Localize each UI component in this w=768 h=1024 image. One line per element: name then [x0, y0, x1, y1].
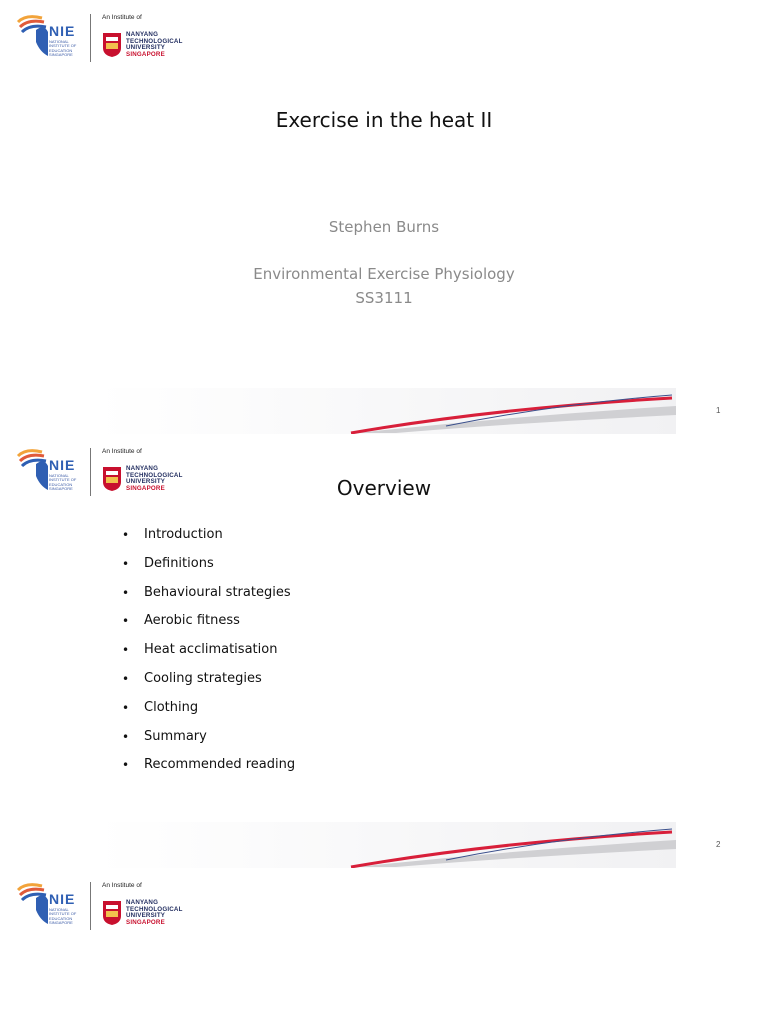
institute-of-label: An Institute of: [102, 448, 142, 455]
bullet-icon: •: [122, 528, 130, 542]
footer-swoosh-icon: [96, 388, 676, 434]
overview-item-label: Summary: [144, 728, 207, 744]
overview-item-label: Clothing: [144, 699, 199, 715]
nie-wordmark: NIE: [49, 891, 76, 907]
overview-item-label: Aerobic fitness: [144, 613, 240, 629]
author-name: Stephen Burns: [328, 218, 440, 236]
overview-item-label: Behavioural strategies: [144, 584, 291, 600]
slide-1: [0, 0, 768, 434]
overview-item-label: Recommended reading: [144, 757, 296, 773]
ntu-wordmark: NANYANG TECHNOLOGICAL UNIVERSITY SINGAPORE: [126, 31, 183, 58]
overview-item: [122, 556, 295, 585]
institute-of-label: An Institute of: [102, 14, 142, 21]
overview-item: [122, 527, 295, 556]
bullet-icon: •: [122, 758, 130, 773]
bullet-icon: •: [122, 614, 130, 629]
slide-title: Overview: [336, 476, 432, 500]
ntu-wordmark: NANYANG TECHNOLOGICAL UNIVERSITY SINGAPORE: [126, 465, 183, 492]
overview-item: [122, 671, 295, 700]
nie-subtext: NATIONAL INSTITUTE OF EDUCATION SINGAPORE: [49, 907, 77, 925]
logo-header: [14, 12, 214, 64]
bullet-icon: •: [122, 700, 130, 715]
overview-item: [122, 642, 295, 671]
course-name: Environmental Exercise Physiology: [253, 265, 515, 283]
institute-of-label: An Institute of: [102, 882, 142, 889]
logo-divider: [90, 882, 91, 930]
ntu-wordmark: NANYANG TECHNOLOGICAL UNIVERSITY SINGAPORE: [126, 899, 183, 926]
slide-2: [0, 434, 768, 868]
overview-item: [122, 700, 295, 729]
footer-swoosh-icon: [96, 822, 676, 868]
overview-item-label: Cooling strategies: [144, 670, 262, 686]
overview-item: [122, 585, 295, 614]
overview-item: [122, 729, 295, 758]
overview-item-label: Introduction: [144, 527, 223, 542]
overview-list: [122, 527, 295, 786]
overview-item: [122, 613, 295, 642]
nie-subtext: NATIONAL INSTITUTE OF EDUCATION SINGAPORE: [49, 39, 77, 57]
bullet-icon: •: [122, 643, 130, 658]
page-number: 2: [716, 840, 721, 849]
nie-wordmark: NIE: [49, 457, 76, 473]
logo-divider: [90, 14, 91, 62]
bullet-icon: •: [122, 729, 130, 744]
slide-title: Exercise in the heat II: [275, 108, 493, 132]
bullet-icon: •: [122, 556, 130, 571]
nie-wordmark: NIE: [49, 23, 76, 39]
ntu-crest-icon: [102, 32, 122, 58]
overview-item-label: Heat acclimatisation: [144, 642, 278, 658]
slide-3-partial: [0, 868, 768, 1024]
bullet-icon: •: [122, 671, 130, 686]
bullet-icon: •: [122, 585, 130, 600]
logo-header: [14, 880, 214, 932]
page-number: 1: [716, 406, 721, 415]
course-code: SS3111: [355, 289, 413, 307]
overview-item: [122, 757, 295, 786]
nie-subtext: NATIONAL INSTITUTE OF EDUCATION SINGAPORE: [49, 473, 77, 491]
ntu-crest-icon: [102, 900, 122, 926]
overview-item-label: Definitions: [144, 555, 214, 571]
